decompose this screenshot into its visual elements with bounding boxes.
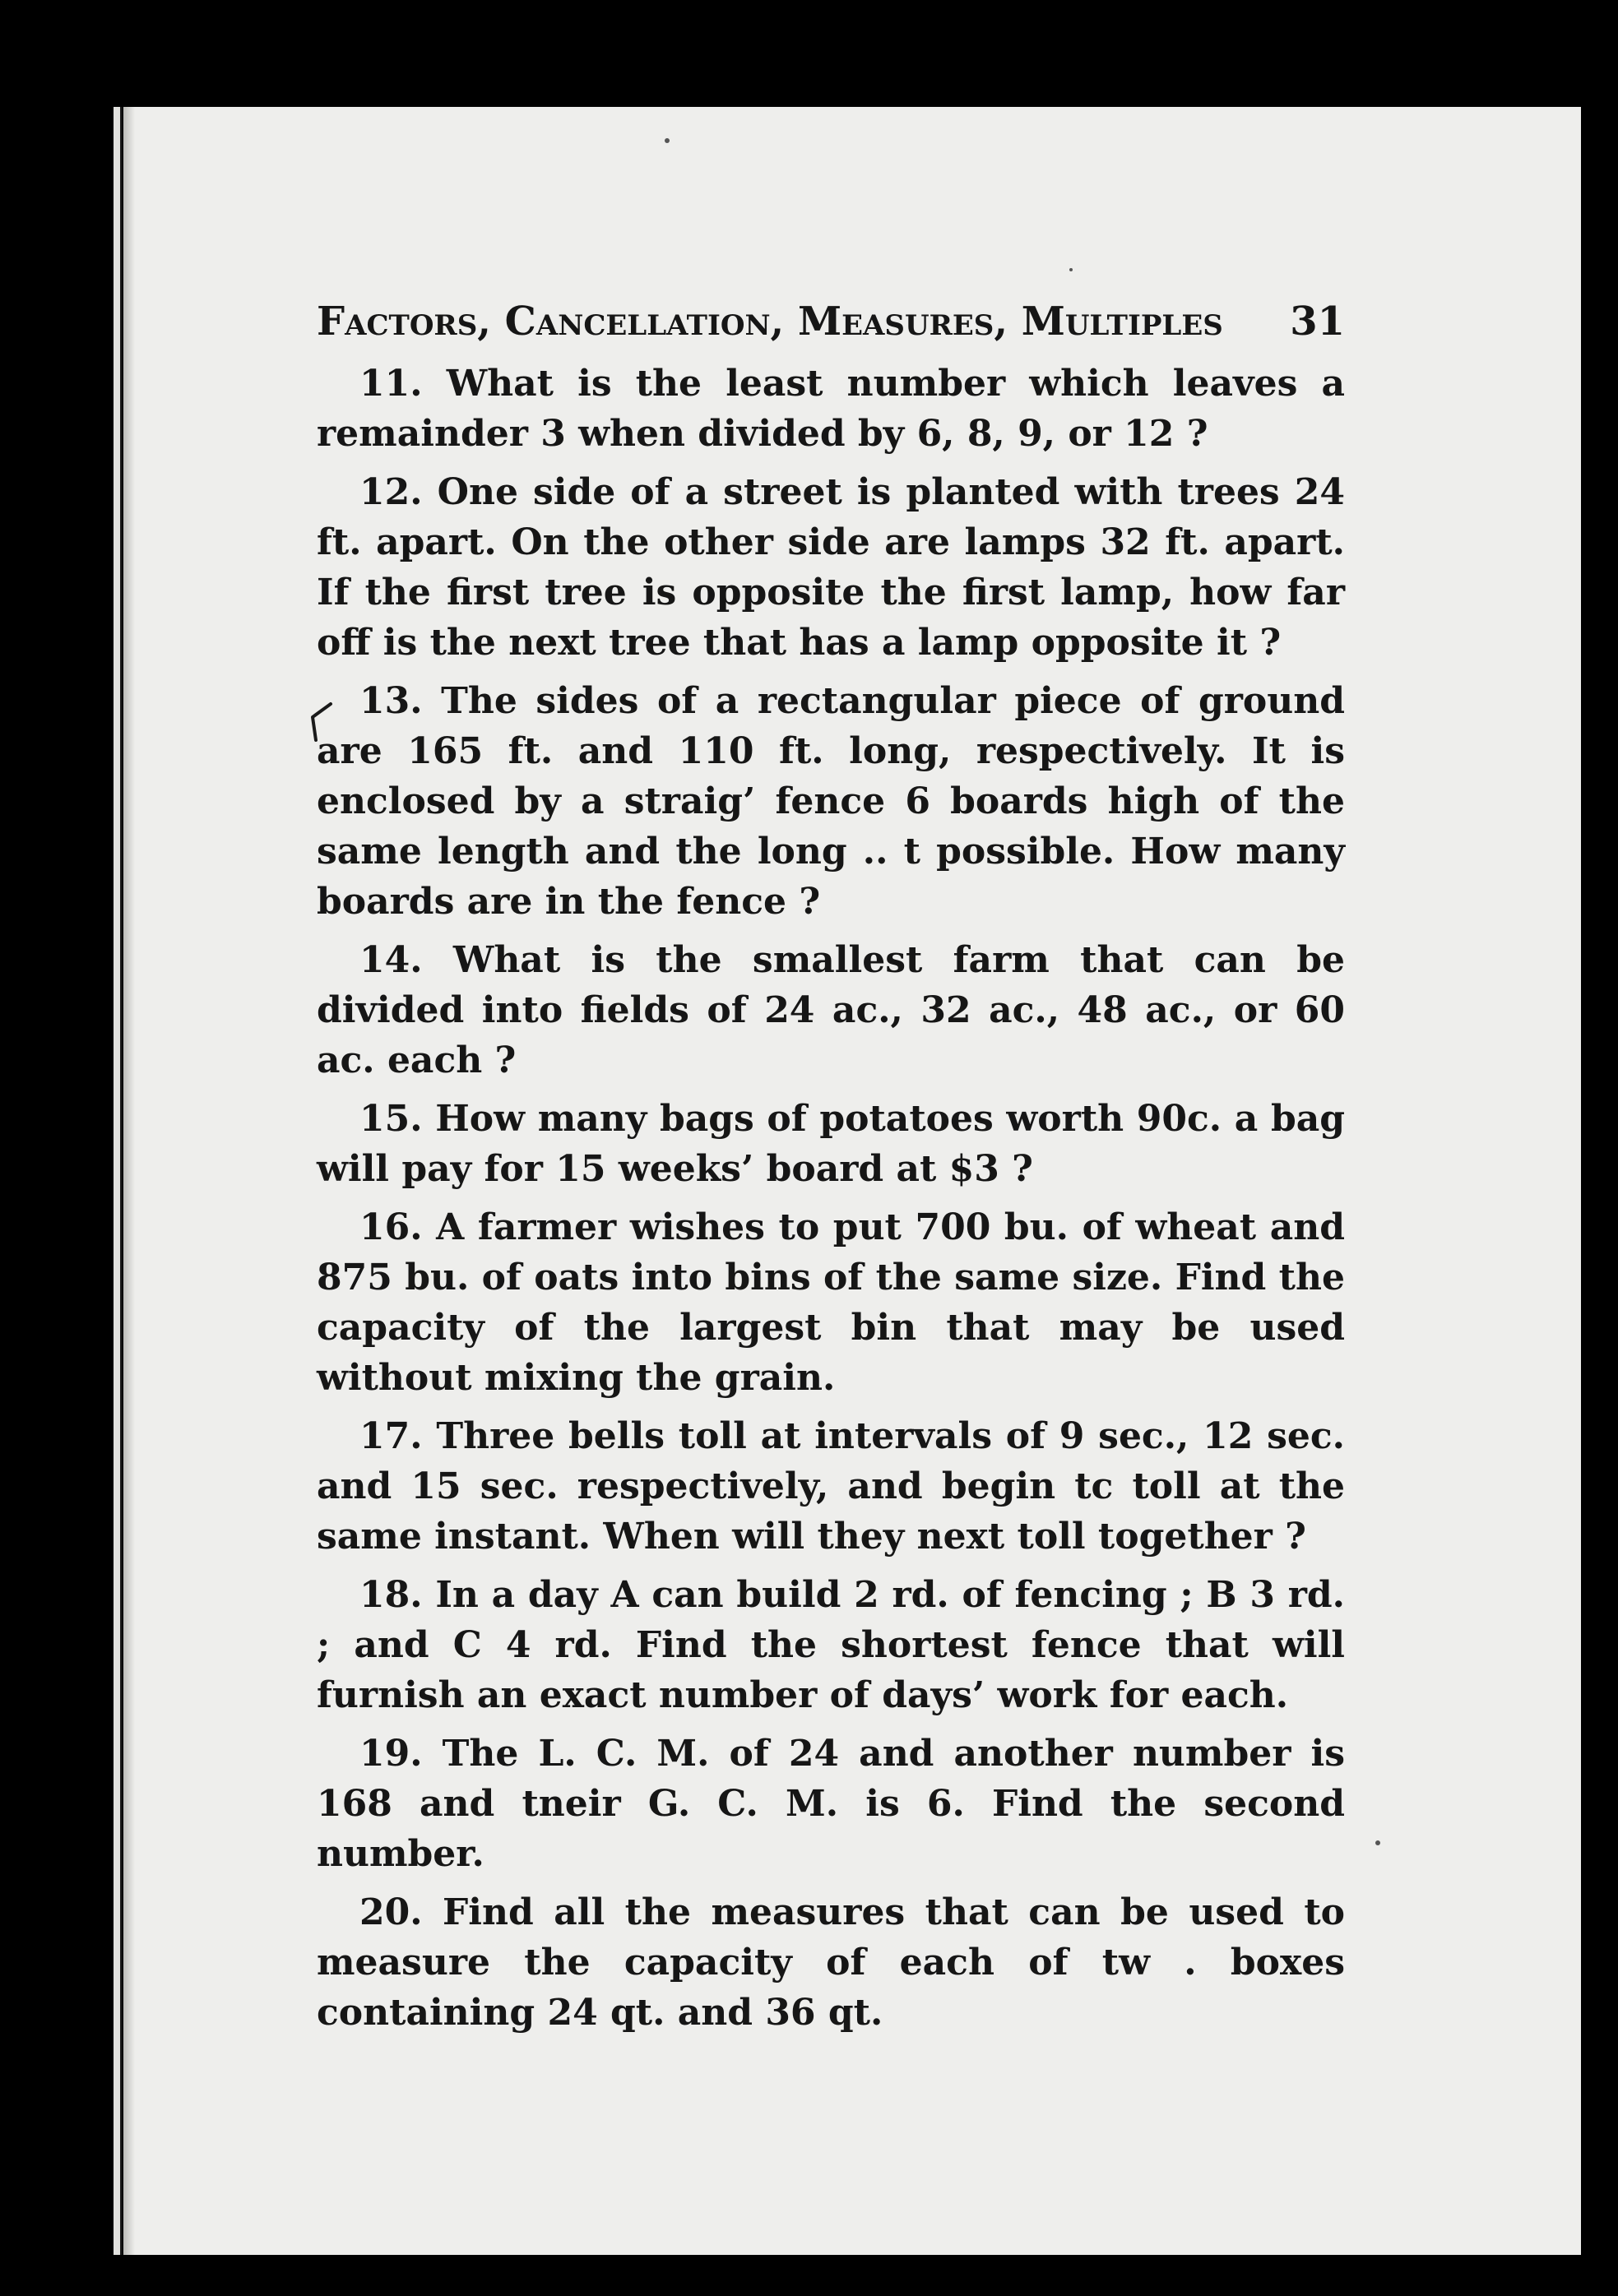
problem-number: 16. bbox=[359, 1206, 423, 1248]
problem-number: 13. bbox=[359, 680, 423, 722]
problem-15 bbox=[317, 1094, 1345, 1194]
problem-16 bbox=[317, 1202, 1345, 1403]
problem-text: The L. C. M. of 24 and another number is 168 and tneir G. C. M. is 6. Find the second number. bbox=[317, 1733, 1345, 1875]
dust-speck bbox=[665, 138, 670, 143]
problem-12 bbox=[317, 467, 1345, 668]
page-binding-edge bbox=[114, 107, 122, 2255]
problem-number: 12. bbox=[359, 471, 423, 513]
problem-text: A farmer wishes to put 700 bu. of wheat and 875 bu. of oats into bins of the same size. Find the capacity of the largest bin that may be used without mixing the grain. bbox=[317, 1206, 1345, 1399]
problem-number: 17. bbox=[359, 1415, 423, 1457]
problem-text: The sides of a rectangular piece of ground are 165 ft. and 110 ft. long, respectively. It is enclosed by a straig’ fence 6 boards high of the same length and the long .. t possible. How many boards are in the fence ? bbox=[317, 680, 1345, 923]
problem-19 bbox=[317, 1729, 1345, 1879]
problem-text: In a day A can build 2 rd. of fencing ; B 3 rd. ; and C 4 rd. Find the shortest fence that will furnish an exact number of days’ work for each. bbox=[317, 1574, 1345, 1716]
dust-speck bbox=[1069, 268, 1073, 271]
problem-number: 18. bbox=[359, 1574, 423, 1616]
running-head-title: Factors, Cancellation, Measures, Multiples bbox=[317, 299, 1223, 345]
problem-20 bbox=[317, 1887, 1345, 2038]
problem-number: 11. bbox=[359, 363, 423, 405]
running-head bbox=[317, 296, 1345, 347]
page-text bbox=[317, 296, 1345, 2046]
problem-number: 15. bbox=[359, 1098, 423, 1140]
dust-speck bbox=[1375, 1840, 1380, 1845]
problem-13 bbox=[317, 676, 1345, 927]
page-number: 31 bbox=[1290, 299, 1345, 345]
problem-number: 14. bbox=[359, 939, 423, 981]
problem-text: One side of a street is planted with trees 24 ft. apart. On the other side are lamps 32 ft. apart. If the first tree is opposite the first lamp, how far off is the next tree that has a lamp opposite it ? bbox=[317, 471, 1345, 664]
problem-text: What is the least number which leaves a remainder 3 when divided by 6, 8, 9, or 12 ? bbox=[317, 363, 1345, 455]
problem-text: What is the smallest farm that can be divided into fields of 24 ac., 32 ac., 48 ac., or 60 ac. each ? bbox=[317, 939, 1345, 1081]
page-gutter-shadow bbox=[123, 107, 135, 2255]
problem-17 bbox=[317, 1411, 1345, 1562]
problem-14 bbox=[317, 935, 1345, 1086]
problem-number: 19. bbox=[359, 1733, 423, 1775]
problem-text: Find all the measures that can be used to measure the capacity of each of tw . boxes containing 24 qt. and 36 qt. bbox=[317, 1891, 1345, 2034]
problem-18 bbox=[317, 1570, 1345, 1720]
problem-text: Three bells toll at intervals of 9 sec., 12 sec. and 15 sec. respectively, and begin tc toll at the same instant. When will they next toll together ? bbox=[317, 1415, 1346, 1558]
problem-11 bbox=[317, 359, 1345, 459]
problem-number: 20. bbox=[359, 1891, 423, 1933]
problem-text: How many bags of potatoes worth 90c. a bag will pay for 15 weeks’ board at $3 ? bbox=[317, 1098, 1345, 1190]
